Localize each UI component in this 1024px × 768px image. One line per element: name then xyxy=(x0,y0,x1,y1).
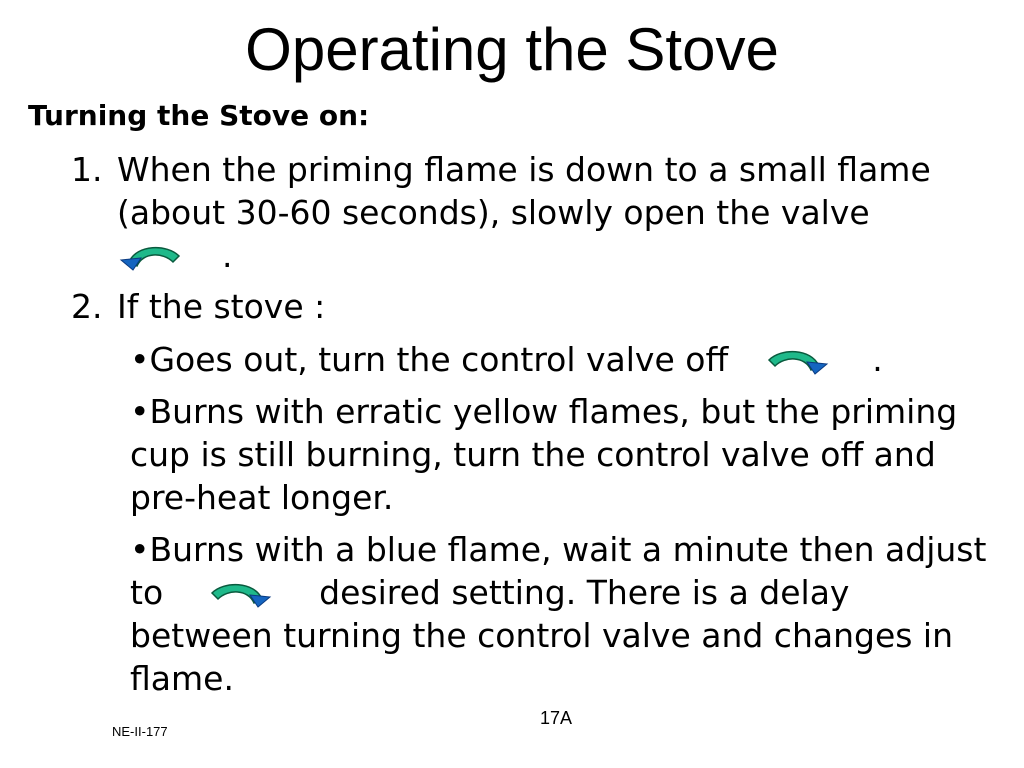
bullet-item: •Burns with erratic yellow flames, but the priming cup is still burning, turn the control valve off and pre-heat longer. xyxy=(130,392,958,517)
step-number: 2. xyxy=(71,287,103,326)
slide-title: Operating the Stove xyxy=(245,16,779,83)
bullet-text-before: •Goes out, turn the control valve off xyxy=(130,340,729,379)
bullet-item xyxy=(130,528,990,700)
bullet-item xyxy=(130,338,990,381)
step-text: If the stove : xyxy=(117,287,326,326)
bullet-text-after: . xyxy=(872,340,883,379)
slide-number: 17A xyxy=(540,708,573,728)
section-heading: Turning the Stove on: xyxy=(28,99,370,132)
clockwise-arrow-icon xyxy=(761,344,831,376)
document-id: NE-II-177 xyxy=(112,724,168,739)
clockwise-arrow-icon xyxy=(204,577,274,609)
step-text xyxy=(117,148,977,277)
step-number: 1. xyxy=(71,150,103,189)
step-text-before: When the priming flame is down to a small flame (about 30-60 seconds), slowly open the valve xyxy=(117,150,931,232)
step-1 xyxy=(71,148,991,278)
bullet-text-after: desired setting. There is a delay between turning the control valve and changes in flame. xyxy=(130,573,954,698)
step-2 xyxy=(71,285,991,330)
step-text-after: . xyxy=(222,236,233,275)
bullet-text-before: •Burns with a blue flame, wait a minute then adjust to xyxy=(130,530,987,612)
counterclockwise-arrow-icon xyxy=(117,240,187,272)
